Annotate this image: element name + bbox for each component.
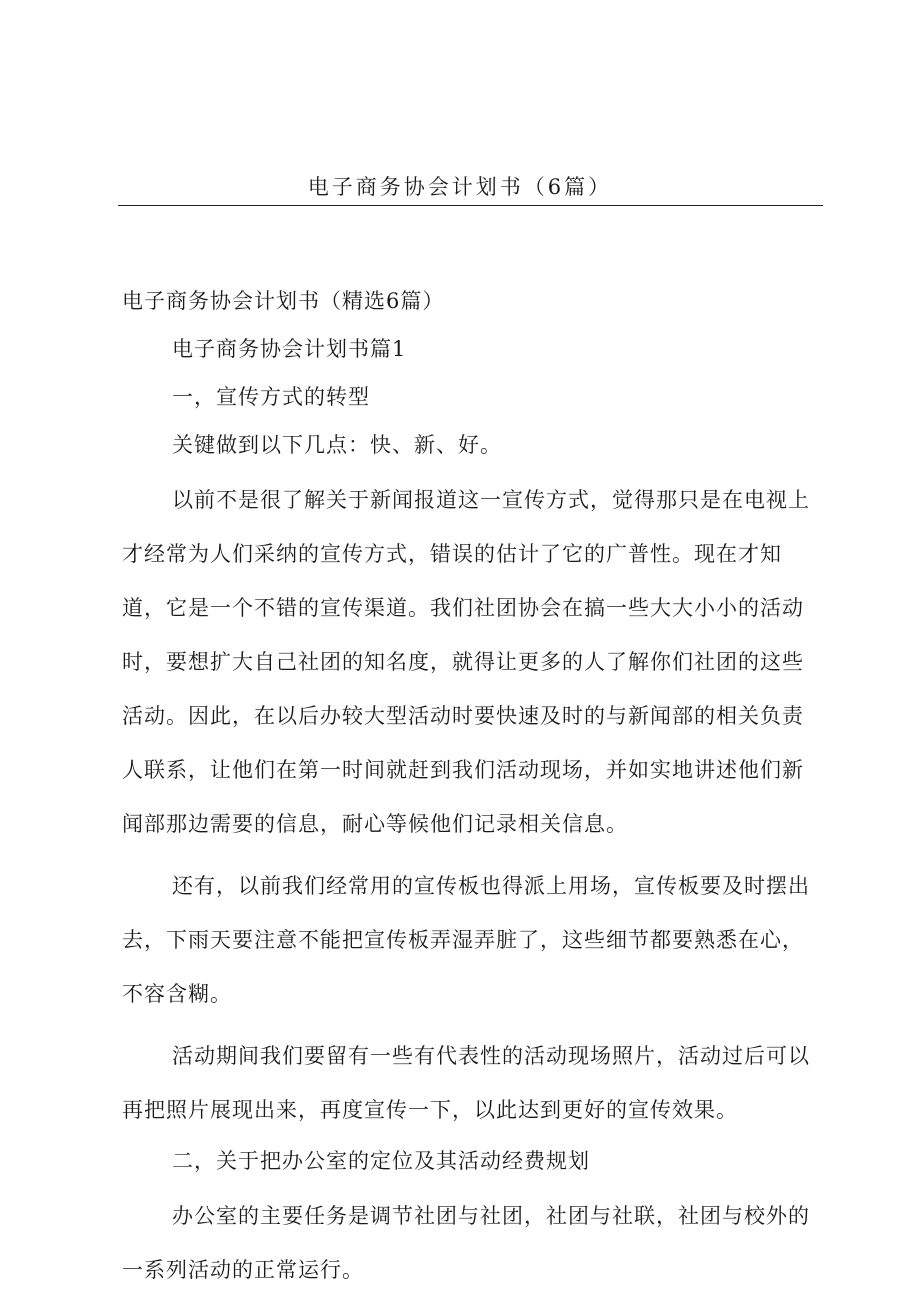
paragraph-publicity-board: 还有，以前我们经常用的宣传板也得派上用场，宣传板要及时摆出去，下雨天要注意不能把宣传板弄湿弄脏了，这些细节都要熟悉在心，不容含糊。 — [122, 874, 810, 1006]
paragraph-activity-photos: 活动期间我们要留有一些有代表性的活动现场照片，活动过后可以再把照片展现出来，再度宣传一下，以此达到更好的宣传效果。 — [122, 1044, 810, 1122]
heading-one: 一，宣传方式的转型 — [172, 385, 370, 409]
paragraph-office-tasks: 办公室的主要任务是调节社团与社团，社团与社联，社团与校外的一系列活动的正常运行。 — [122, 1204, 810, 1282]
section-title: 电子商务协会计划书篇1 — [172, 337, 407, 361]
paragraph-news-publicity: 以前不是很了解关于新闻报道这一宣传方式，觉得那只是在电视上才经常为人们采纳的宣传方式，错误的估计了它的广普性。现在才知道，它是一个不错的宣传渠道。我们社团协会在搞一些大大小小的活动时，要想扩大自己社团的知名度，就得让更多的人了解你们社团的这些活动。因此，在以后办较大型活动时要快速及时的与新闻部的相关负责人联系，让他们在第一时间就赶到我们活动现场，并如实地讲述他们新闻部那边需要的信息，耐心等候他们记录相关信息。 — [122, 488, 810, 836]
header-divider — [118, 205, 823, 206]
document-body — [122, 277, 822, 1297]
document-subtitle: 电子商务协会计划书（精选6篇） — [122, 289, 445, 313]
heading-two: 二，关于把办公室的定位及其活动经费规划 — [172, 1149, 590, 1173]
key-points: 关键做到以下几点：快、新、好。 — [172, 433, 502, 457]
document-header-title: 电子商务协会计划书（6篇） — [307, 175, 613, 199]
